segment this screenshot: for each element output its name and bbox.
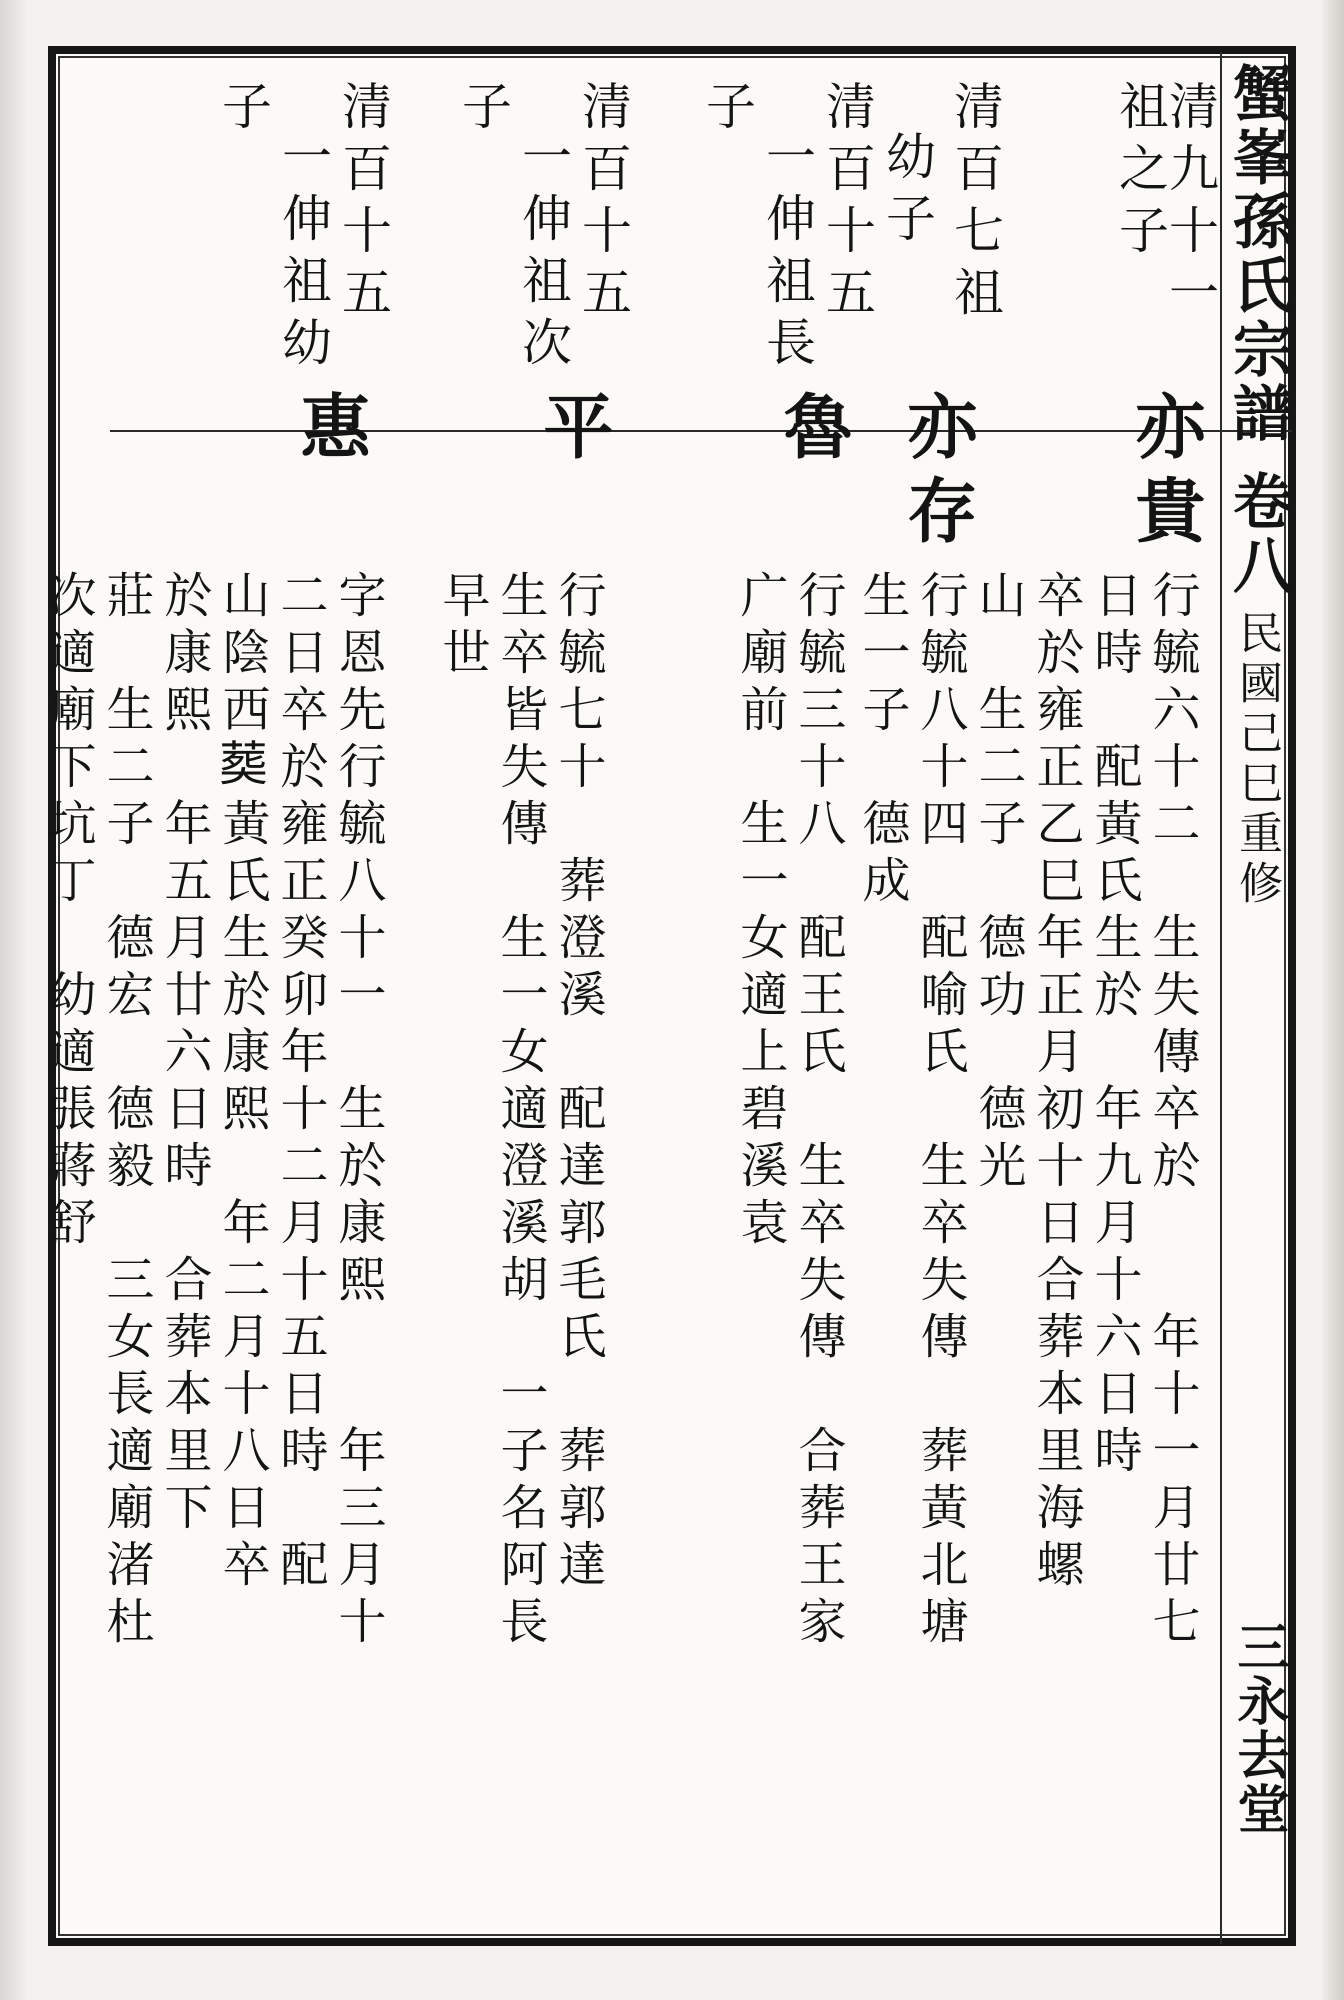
page-left-edge [0, 0, 26, 2000]
entry-column: 行毓八十四 配喻氏 生卒失傳 葬黃北塘 [912, 570, 968, 1653]
person-name: 亦貴 [1124, 390, 1207, 558]
person-name: 惠 [289, 390, 372, 474]
lineage-note: 幼子 [878, 130, 936, 254]
entry-column: 莊 生二子 德宏 德毅 三女長適廟渚杜 [98, 570, 154, 1653]
entry-column: 卒於雍正乙巳年正月初十日合葬本里海螺 [1028, 570, 1084, 1596]
person-name: 魯 [772, 390, 855, 474]
entry-column: 次適廟下坑丁 幼適張蔣舒 [40, 570, 96, 1254]
entry-column: 早世 [434, 570, 490, 684]
entry-column: 生一子 德成 [854, 570, 910, 912]
entry-column: 二日卒於雍正癸卯年十二月十五日時 配 [272, 570, 328, 1596]
lineage-note: 清百七祖 [946, 80, 1004, 328]
lineage-note: 清九十一 [1161, 80, 1219, 328]
edition-label: 民國己巳重修 [1231, 610, 1282, 910]
volume-label: 卷八 [1223, 470, 1293, 598]
entry-column: 字恩先行毓八十一 生於康熙 年三月十 [330, 570, 386, 1653]
lineage-note: 子 [214, 80, 272, 142]
lineage-note: 清百十五 [574, 80, 632, 328]
entry-column: 山 生二子 德功 德光 [970, 570, 1026, 1197]
entry-column: 行毓三十八 配王氏 生卒失傳 合葬王家 [790, 570, 846, 1653]
lineage-note: 一伸祖幼 [274, 130, 332, 378]
person-name: 亦存 [896, 390, 979, 558]
person-name: 平 [532, 390, 615, 474]
book-title: 蟹峯孫氏宗譜 [1223, 62, 1293, 446]
lineage-note: 子 [698, 80, 756, 142]
page-right-edge [1322, 0, 1344, 2000]
hall-name: 三永去堂 [1228, 1620, 1289, 1836]
register-divider [110, 430, 1292, 432]
lineage-note: 清百十五 [818, 80, 876, 328]
entry-column: 日時 配黃氏生於 年九月十六日時 [1086, 570, 1142, 1482]
entry-column: 於康熙 年五月廿六日時 合葬本里下 [156, 570, 212, 1539]
lineage-note: 一伸祖次 [514, 130, 572, 378]
entry-column: 广廟前 生一女適上碧溪袁 [732, 570, 788, 1254]
entry-column: 山陰西𦵏黃氏生於康熙 年二月十八日卒 [214, 570, 270, 1596]
spine-line [1220, 52, 1222, 1944]
lineage-note: 清百十五 [334, 80, 392, 328]
lineage-note: 子 [454, 80, 512, 142]
entry-column: 行毓七十 葬澄溪 配達郭毛氏 葬郭達 [550, 570, 606, 1596]
entry-column: 行毓六十二 生失傳卒於 年十一月廿七 [1144, 570, 1200, 1653]
lineage-note: 一伸祖長 [758, 130, 816, 378]
lineage-note: 祖之子 [1111, 80, 1169, 266]
entry-column: 生卒皆失傳 生一女適澄溪胡 一子名阿長 [492, 570, 548, 1653]
